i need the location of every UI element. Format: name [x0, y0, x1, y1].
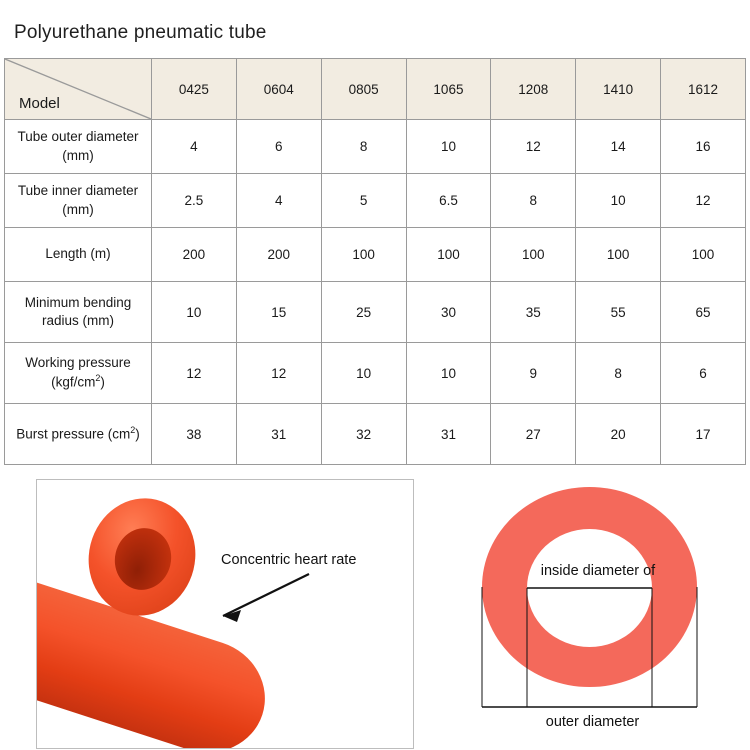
table-cell: 9 — [491, 343, 576, 404]
row-label — [5, 228, 152, 282]
model-header-cell: 0604 — [236, 59, 321, 120]
table-cell: 10 — [406, 343, 491, 404]
table-cell: 100 — [576, 228, 661, 282]
cross-section-diagram — [470, 479, 715, 749]
table-cell: 10 — [321, 343, 406, 404]
dimension-lines-icon — [470, 479, 715, 749]
row-label-line2: (mm) — [62, 147, 94, 163]
row-label — [5, 282, 152, 343]
table-cell: 6 — [661, 343, 746, 404]
header-corner-cell — [5, 59, 152, 120]
table-row — [5, 228, 746, 282]
table-cell: 31 — [406, 404, 491, 465]
table-header-row — [5, 59, 746, 120]
row-label-line1: Tube inner diameter — [17, 183, 139, 199]
outer-diameter-label: outer diameter — [545, 714, 640, 730]
row-label-line1: Length (m) — [45, 246, 111, 262]
table-cell: 27 — [491, 404, 576, 465]
table-cell: 35 — [491, 282, 576, 343]
model-header-cell: 1065 — [406, 59, 491, 120]
table-row — [5, 120, 746, 174]
table-cell: 31 — [236, 404, 321, 465]
table-cell: 65 — [661, 282, 746, 343]
table-cell: 12 — [661, 174, 746, 228]
table-cell: 20 — [576, 404, 661, 465]
table-row — [5, 282, 746, 343]
callout-arrow-icon — [197, 568, 317, 630]
page-title: Polyurethane pneumatic tube — [14, 22, 267, 43]
table-cell: 30 — [406, 282, 491, 343]
table-cell: 200 — [236, 228, 321, 282]
model-header-cell: 1410 — [576, 59, 661, 120]
table-row — [5, 174, 746, 228]
row-label-line2: $(kgf/cm^2)$ — [51, 373, 105, 390]
table-cell: 100 — [321, 228, 406, 282]
row-label — [5, 174, 152, 228]
table-cell: 6.5 — [406, 174, 491, 228]
table-cell: 10 — [152, 282, 237, 343]
table-cell: 12 — [152, 343, 237, 404]
table-cell: 10 — [576, 174, 661, 228]
table-cell: 32 — [321, 404, 406, 465]
specification-table — [4, 58, 746, 465]
model-header-cell: 0425 — [152, 59, 237, 120]
inside-diameter-label: inside diameter of — [540, 563, 656, 579]
table-cell: 38 — [152, 404, 237, 465]
row-label-line1: Tube outer diameter — [17, 129, 139, 145]
table-cell: 4 — [236, 174, 321, 228]
row-label — [5, 120, 152, 174]
table-cell: 12 — [236, 343, 321, 404]
table-cell: 200 — [152, 228, 237, 282]
table-cell: 10 — [406, 120, 491, 174]
row-label-line1: Minimum bending — [24, 294, 132, 310]
row-label-line2: radius (mm) — [41, 313, 114, 328]
table-cell: 8 — [321, 120, 406, 174]
table-cell: 55 — [576, 282, 661, 343]
tube-end-shape — [89, 498, 195, 616]
row-label-line1: Working pressure — [25, 355, 131, 371]
table-cell: 14 — [576, 120, 661, 174]
model-header-cell: 1612 — [661, 59, 746, 120]
table-row — [5, 343, 746, 404]
row-label — [5, 343, 152, 404]
table-cell: 17 — [661, 404, 746, 465]
tube-photo — [36, 479, 414, 749]
table-cell: 16 — [661, 120, 746, 174]
row-label-line1: Burst pressure $(cm^2)$ — [16, 425, 140, 442]
table-cell: 5 — [321, 174, 406, 228]
table-cell: 8 — [491, 174, 576, 228]
table-cell: 100 — [491, 228, 576, 282]
table-cell: 8 — [576, 343, 661, 404]
table-cell: 2.5 — [152, 174, 237, 228]
table-cell: 100 — [406, 228, 491, 282]
model-header-cell: 1208 — [491, 59, 576, 120]
concentric-callout-label: Concentric heart rate — [221, 552, 357, 568]
table-cell: 6 — [236, 120, 321, 174]
table-cell: 4 — [152, 120, 237, 174]
model-label: Model — [19, 95, 60, 112]
table-cell: 12 — [491, 120, 576, 174]
illustration-area — [0, 424, 750, 750]
model-header-cell: 0805 — [321, 59, 406, 120]
table-cell: 15 — [236, 282, 321, 343]
table-cell: 100 — [661, 228, 746, 282]
row-label-line2: (mm) — [62, 201, 94, 217]
table-cell: 25 — [321, 282, 406, 343]
